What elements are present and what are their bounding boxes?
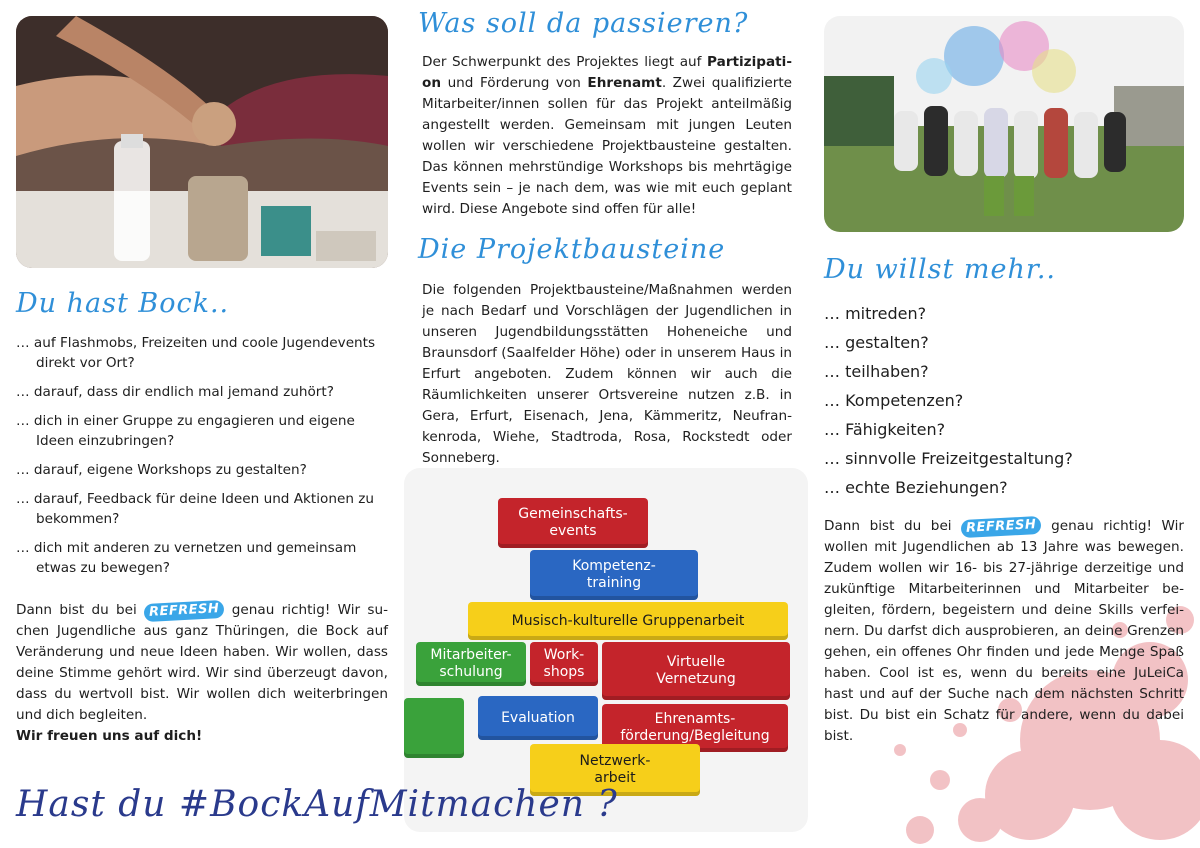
para-start: Dann bist du bei [16,602,137,618]
highlight-ehrenamt: Ehrenamt [587,75,662,91]
middle-heading-1: Was soll da passieren? [418,8,749,39]
list-item: … darauf, Feedback für deine Ideen und Aktionen zu bekommen? [16,491,375,527]
color-festival-photo [824,16,1184,232]
refresh-logo: REFRESH [144,600,225,622]
list-item: … sinnvolle Freizeitgestaltung? [824,449,1073,468]
middle-heading-2: Die Projektbausteine [418,234,726,265]
lego-blocks-image [404,468,808,832]
list-item: … Fähigkeiten? [824,420,946,439]
list-item: … teilhaben? [824,362,929,381]
highlight-participation: Partizipation [422,54,792,91]
right-paragraph [824,516,1184,747]
text-part: und Förderung von [447,75,581,91]
middle-paragraph-1 [422,52,792,220]
text-part: Der Schwerpunkt des Projektes liegt auf [422,54,702,70]
text-part: . Zwei qualifizierte Mitarbeiter/innen sollen für das Projekt anteilmäßig angestellt werden. Gemeinsam mit jungen Leuten wollen wir verschiedene Projektbausteine gestalten. Das können mehrstündige Workshops bis mehrtägige Events sein – je nach dem, was wie mit euch geplant wird. Diese Angebote sind offen für alle! [422,75,793,217]
brick-mitarbeiterschulung: Mitarbeiter- schulung [416,642,526,686]
list-item: … dich mit anderen zu vernetzen und gemeinsam etwas zu bewegen? [16,540,357,576]
list-item: … dich in einer Gruppe zu engagieren und eigene Ideen einzubringen? [16,413,355,449]
brick-musisch: Musisch-kulturelle Gruppenarbeit [468,602,788,640]
brick-netzwerkarbeit: Netzwerk- arbeit [530,744,700,796]
refresh-logo: REFRESH [961,516,1042,538]
list-item: … echte Beziehungen? [824,478,1008,497]
brick-kompetenztraining: Kompetenz- training [530,550,698,600]
closing-line: Wir freuen uns auf dich! [16,728,203,744]
teamwork-photo [16,16,388,268]
para-rest: genau richtig! Wir suchen Jugendliche aus ganz Thüringen, die Bock auf Veränderung und neue Ideen haben. Wir wollen, dass deine Stimme gehört wird. Wir sind überzeugt davon, dass du wertvoll bist. Wir wollen dich weiterbringen und dich begleiten. [16,602,389,723]
left-paragraph [16,600,388,747]
list-item: … darauf, dass dir endlich mal jemand zuhört? [16,384,334,400]
right-heading: Du willst mehr.. [824,254,1056,285]
list-item: … auf Flashmobs, Freizeiten und coole Jugendevents direkt vor Ort? [16,335,376,371]
list-item: … gestalten? [824,333,929,352]
left-heading: Du hast Bock.. [16,288,230,319]
brick-gemeinschaftsevents: Gemeinschafts- events [498,498,648,548]
para-start: Dann bist du bei [824,518,952,534]
list-item: … mitreden? [824,304,927,323]
brick-side-green [404,698,464,758]
brick-workshops: Work- shops [530,642,598,686]
right-question-list [824,303,1184,506]
middle-paragraph-2: Die folgenden Projektbausteine/Maßnahmen werden je nach Bedarf und Vorschlägen der Jugendlichen in unseren Jugendbildungsstätten Hoheneiche und Braunsdorf (Saalfelder Höhe) oder in unserem Haus in Erfurt angeboten. Zudem können wir auch die Räumlichkeiten unserer Ortsvereine nutzen z.B. in Gera, Erfurt, Eisenach, Jena, Kämmeritz, Neufrankenroda, Wiehe, Stadtroda, Rosa, Rockstedt oder Sonneberg. [422,282,792,466]
list-item: … Kompetenzen? [824,391,964,410]
brick-evaluation: Evaluation [478,696,598,740]
brick-virtuelle-vernetzung: Virtuelle Vernetzung [602,642,790,700]
left-question-list [16,333,388,587]
brick-ehrenamtsfoerderung: Ehrenamts- förderung/Begleitung [602,704,788,752]
list-item: … darauf, eigene Workshops zu gestalten? [16,462,307,478]
para-rest: genau richtig! Wir wollen mit Jugendlichen ab 13 Jahre was bewegen. Zudem wollen wir 16- bis 27-jährige derzeitige und zukünftige Mitarbeiterinnen und Mitarbeiter begleiten, fördern, begeistern und deine Skills verfeinern. Du darfst dich ausprobieren, an deine Grenzen gehen, ein offenes Ohr finden und jede Menge Spaß haben. Cool ist es, wenn du bereits eine JuLeiCa hast und auf der Suche nach dem nächsten Schritt bist. Du bist ein Schatz für andere, wenn du dabei bist. [824,518,1185,744]
footer-slogan: Hast du #BockAufMitmachen ? [16,784,618,825]
